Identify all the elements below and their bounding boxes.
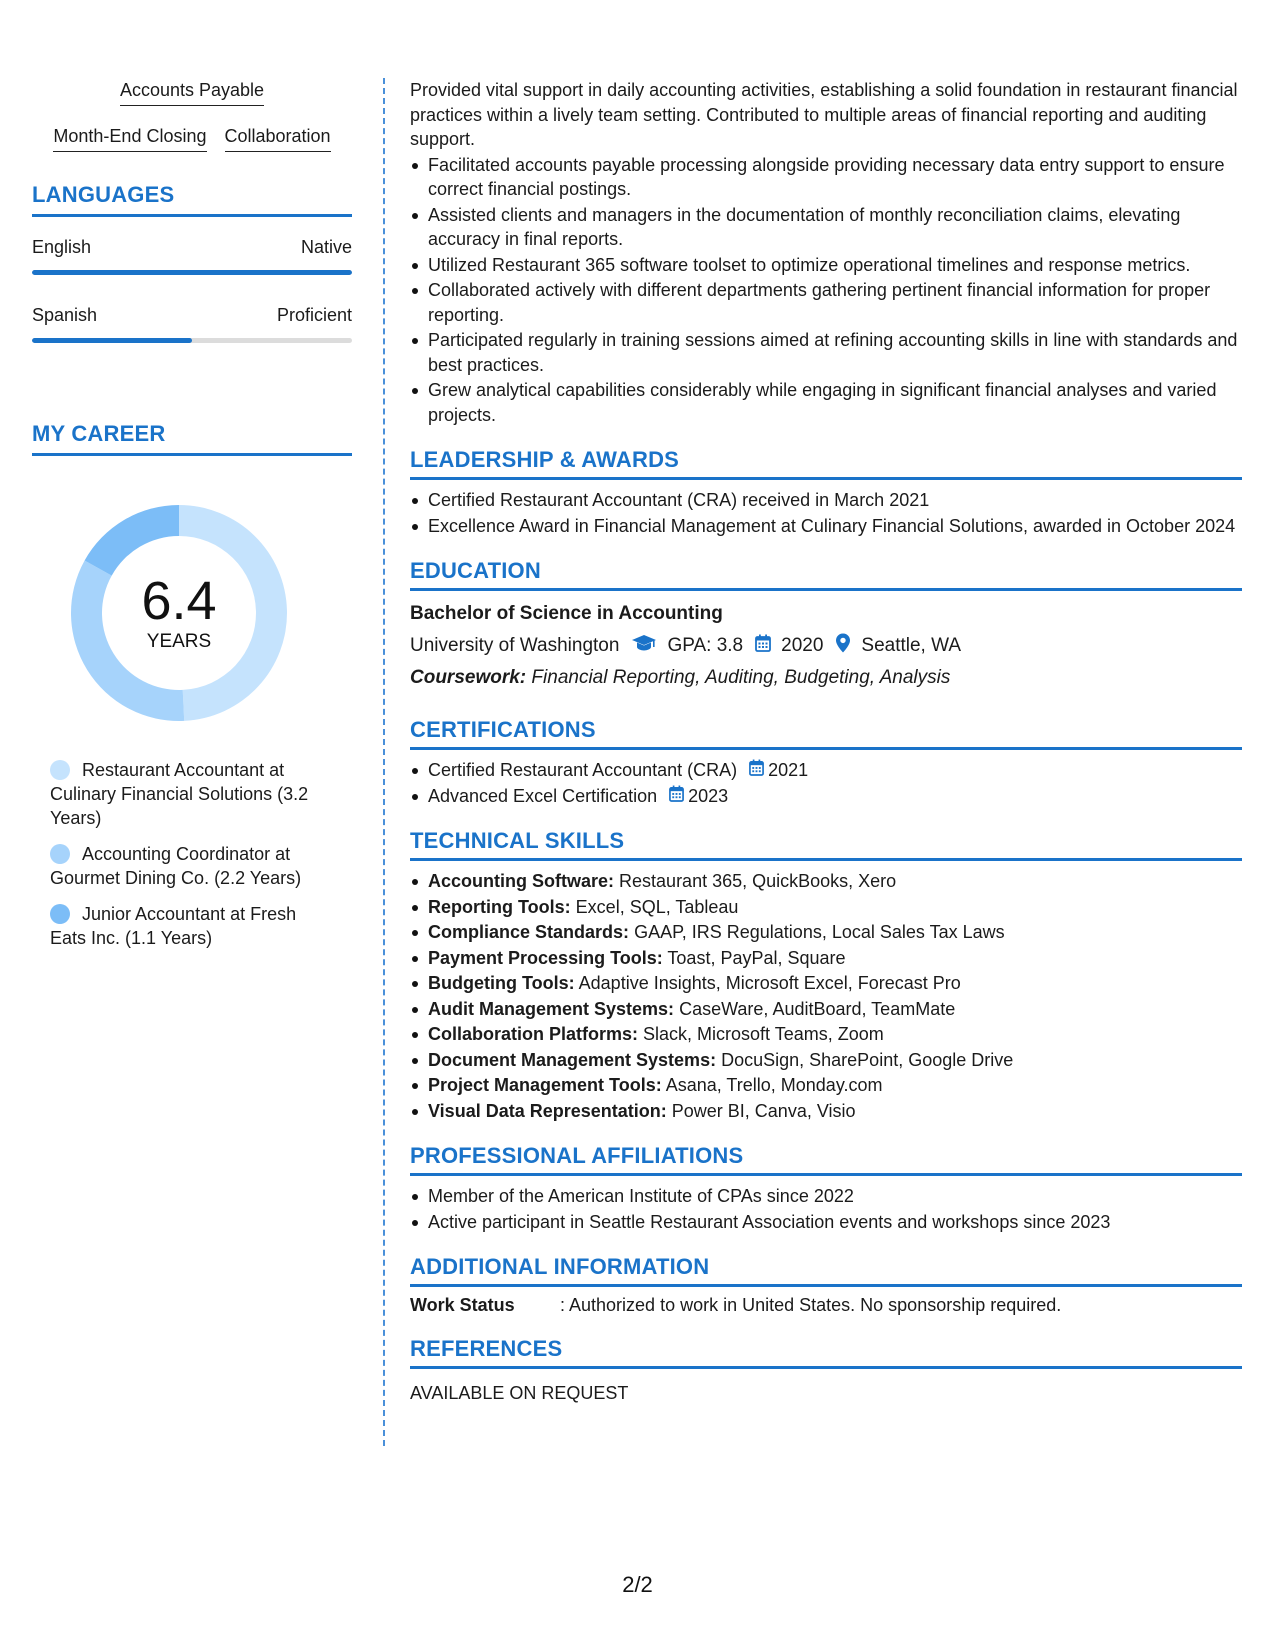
skill-values: Asana, Trello, Monday.com (665, 1075, 883, 1095)
skill-values: DocuSign, SharePoint, Google Drive (721, 1049, 1014, 1070)
technical-skill-item (410, 1022, 1242, 1047)
references-text: AVAILABLE ON REQUEST (410, 1383, 629, 1403)
legend-dot-icon (50, 904, 70, 924)
certifications-heading: CERTIFICATIONS (410, 717, 1242, 750)
technical-skills-heading: TECHNICAL SKILLS (410, 828, 1242, 861)
education-location: Seattle, WA (861, 635, 962, 656)
certifications-list (410, 758, 1242, 808)
references-heading: REFERENCES (410, 1336, 1242, 1369)
sidebar (32, 80, 352, 962)
affiliations-heading: PROFESSIONAL AFFILIATIONS (410, 1143, 1242, 1176)
calendar-icon (749, 758, 764, 783)
experience-bullet: Collaborated actively with different departments gathering pertinent financial information for proper reporting. (410, 278, 1242, 327)
language-item (32, 305, 352, 343)
career-legend-label: Accounting Coordinator at Gourmet Dining Co. (2.2 Years) (50, 844, 302, 888)
certification-name: Certified Restaurant Accountant (CRA) (428, 760, 738, 780)
skill-values: Power BI, Canva, Visio (671, 1100, 856, 1121)
experience-bullets (410, 153, 1242, 428)
technical-skill-item (410, 971, 1242, 996)
career-donut-chart (64, 498, 294, 728)
skill-values: Toast, PayPal, Square (667, 947, 846, 968)
education-gpa: GPA: 3.8 (667, 635, 744, 656)
main-content (410, 78, 1242, 1404)
coursework-label: Coursework: (410, 667, 527, 688)
additional-info-heading: ADDITIONAL INFORMATION (410, 1254, 1242, 1287)
leadership-list (410, 488, 1242, 538)
career-donut-center (64, 498, 294, 728)
experience-bullet: Facilitated accounts payable processing alongside providing necessary data entry support to ensure correct financial postings. (410, 153, 1242, 202)
education-coursework (410, 667, 1242, 689)
education-degree: Bachelor of Science in Accounting (410, 603, 723, 624)
education-year: 2020 (781, 635, 824, 656)
affiliation-item: Member of the American Institute of CPAs since 2022 (410, 1184, 1242, 1209)
skill-values: Excel, SQL, Tableau (575, 896, 739, 917)
skill-values: CaseWare, AuditBoard, TeamMate (679, 998, 956, 1019)
leadership-item: Certified Restaurant Accountant (CRA) received in March 2021 (410, 488, 1242, 513)
skill-tag: Accounts Payable (120, 80, 264, 106)
languages-heading: LANGUAGES (32, 182, 352, 217)
education-details (410, 633, 1242, 659)
technical-skill-item (410, 920, 1242, 945)
work-status-row (410, 1295, 1242, 1316)
language-name: Spanish (32, 305, 98, 325)
skill-tag: Month-End Closing (53, 126, 206, 152)
leadership-item: Excellence Award in Financial Management at Culinary Financial Solutions, awarded in October 2024 (410, 514, 1242, 539)
technical-skills-list (410, 869, 1242, 1123)
education-heading: EDUCATION (410, 558, 1242, 591)
education-school: University of Washington (410, 635, 620, 656)
page-number: 2/2 (622, 1572, 653, 1597)
certification-year: 2021 (768, 760, 809, 780)
skill-category: Document Management Systems: (428, 1049, 717, 1070)
career-legend-label: Junior Accountant at Fresh Eats Inc. (1.1 Years) (50, 904, 297, 948)
technical-skill-item (410, 946, 1242, 971)
language-item (32, 237, 352, 275)
experience-bullet: Utilized Restaurant 365 software toolset to optimize operational timelines and response metrics. (410, 253, 1242, 278)
career-legend-item (50, 758, 330, 830)
experience-summary: Provided vital support in daily accounting activities, establishing a solid foundation in restaurant financial practices within a lively team setting. Contributed to multiple areas of financial reporting and auditing support. (410, 80, 1238, 149)
technical-skill-item (410, 1073, 1242, 1098)
certification-name: Advanced Excel Certification (428, 785, 658, 806)
career-legend-label: Restaurant Accountant at Culinary Financial Solutions (3.2 Years) (50, 760, 309, 828)
certification-year: 2023 (688, 785, 729, 806)
skill-values: Adaptive Insights, Microsoft Excel, Forecast Pro (578, 973, 961, 993)
experience-bullet: Assisted clients and managers in the documentation of monthly reconciliation claims, elevating accuracy in final reports. (410, 203, 1242, 252)
skill-tags-row-2 (32, 126, 352, 152)
language-proficiency-bar (32, 338, 352, 343)
career-legend (50, 758, 330, 950)
affiliations-list (410, 1184, 1242, 1234)
location-pin-icon (835, 633, 851, 659)
coursework-list: Financial Reporting, Auditing, Budgeting, Analysis (531, 667, 951, 688)
experience-bullet: Participated regularly in training sessions aimed at refining accounting skills in line with standards and best practices. (410, 328, 1242, 377)
technical-skill-item (410, 1099, 1242, 1124)
language-proficiency-bar (32, 270, 352, 275)
work-status-label: Work Status (410, 1295, 515, 1315)
skill-category: Project Management Tools: (428, 1075, 662, 1095)
experience-bullet: Grew analytical capabilities considerably while engaging in significant financial analyses and varied projects. (410, 378, 1242, 427)
skill-category: Reporting Tools: (428, 896, 571, 917)
graduation-cap-icon (631, 634, 657, 658)
technical-skill-item (410, 895, 1242, 920)
language-name: English (32, 237, 92, 257)
work-status-value: : Authorized to work in United States. No sponsorship required. (560, 1295, 1062, 1315)
skill-category: Collaboration Platforms: (428, 1024, 639, 1044)
skill-category: Payment Processing Tools: (428, 947, 663, 968)
career-legend-item (50, 842, 330, 890)
leadership-heading: LEADERSHIP & AWARDS (410, 447, 1242, 480)
certification-item (410, 758, 1242, 783)
skill-tag: Collaboration (225, 126, 331, 152)
calendar-icon (669, 784, 684, 809)
skill-tags-row-1 (32, 80, 352, 106)
skill-values: GAAP, IRS Regulations, Local Sales Tax Laws (634, 922, 1005, 942)
skill-values: Restaurant 365, QuickBooks, Xero (619, 871, 897, 891)
skill-category: Budgeting Tools: (428, 973, 575, 993)
language-proficiency-fill (32, 270, 352, 275)
career-heading: MY CAREER (32, 421, 352, 456)
skill-values: Slack, Microsoft Teams, Zoom (643, 1024, 884, 1044)
column-divider (383, 78, 385, 1446)
legend-dot-icon (50, 760, 70, 780)
language-proficiency-fill (32, 338, 192, 343)
skill-category: Visual Data Representation: (428, 1100, 667, 1121)
skill-category: Compliance Standards: (428, 922, 630, 942)
career-legend-item (50, 902, 330, 950)
language-level: Proficient (276, 305, 352, 325)
affiliation-item: Active participant in Seattle Restaurant Association events and workshops since 2023 (410, 1210, 1242, 1235)
skill-category: Audit Management Systems: (428, 998, 675, 1019)
technical-skill-item (410, 997, 1242, 1022)
career-total-unit: YEARS (146, 631, 212, 652)
legend-dot-icon (50, 844, 70, 864)
technical-skill-item (410, 869, 1242, 894)
language-level: Native (300, 237, 352, 257)
skill-category: Accounting Software: (428, 871, 615, 891)
technical-skill-item (410, 1048, 1242, 1073)
certification-item (410, 784, 1242, 809)
career-total-years: 6.4 (141, 571, 217, 631)
calendar-icon (755, 634, 771, 658)
